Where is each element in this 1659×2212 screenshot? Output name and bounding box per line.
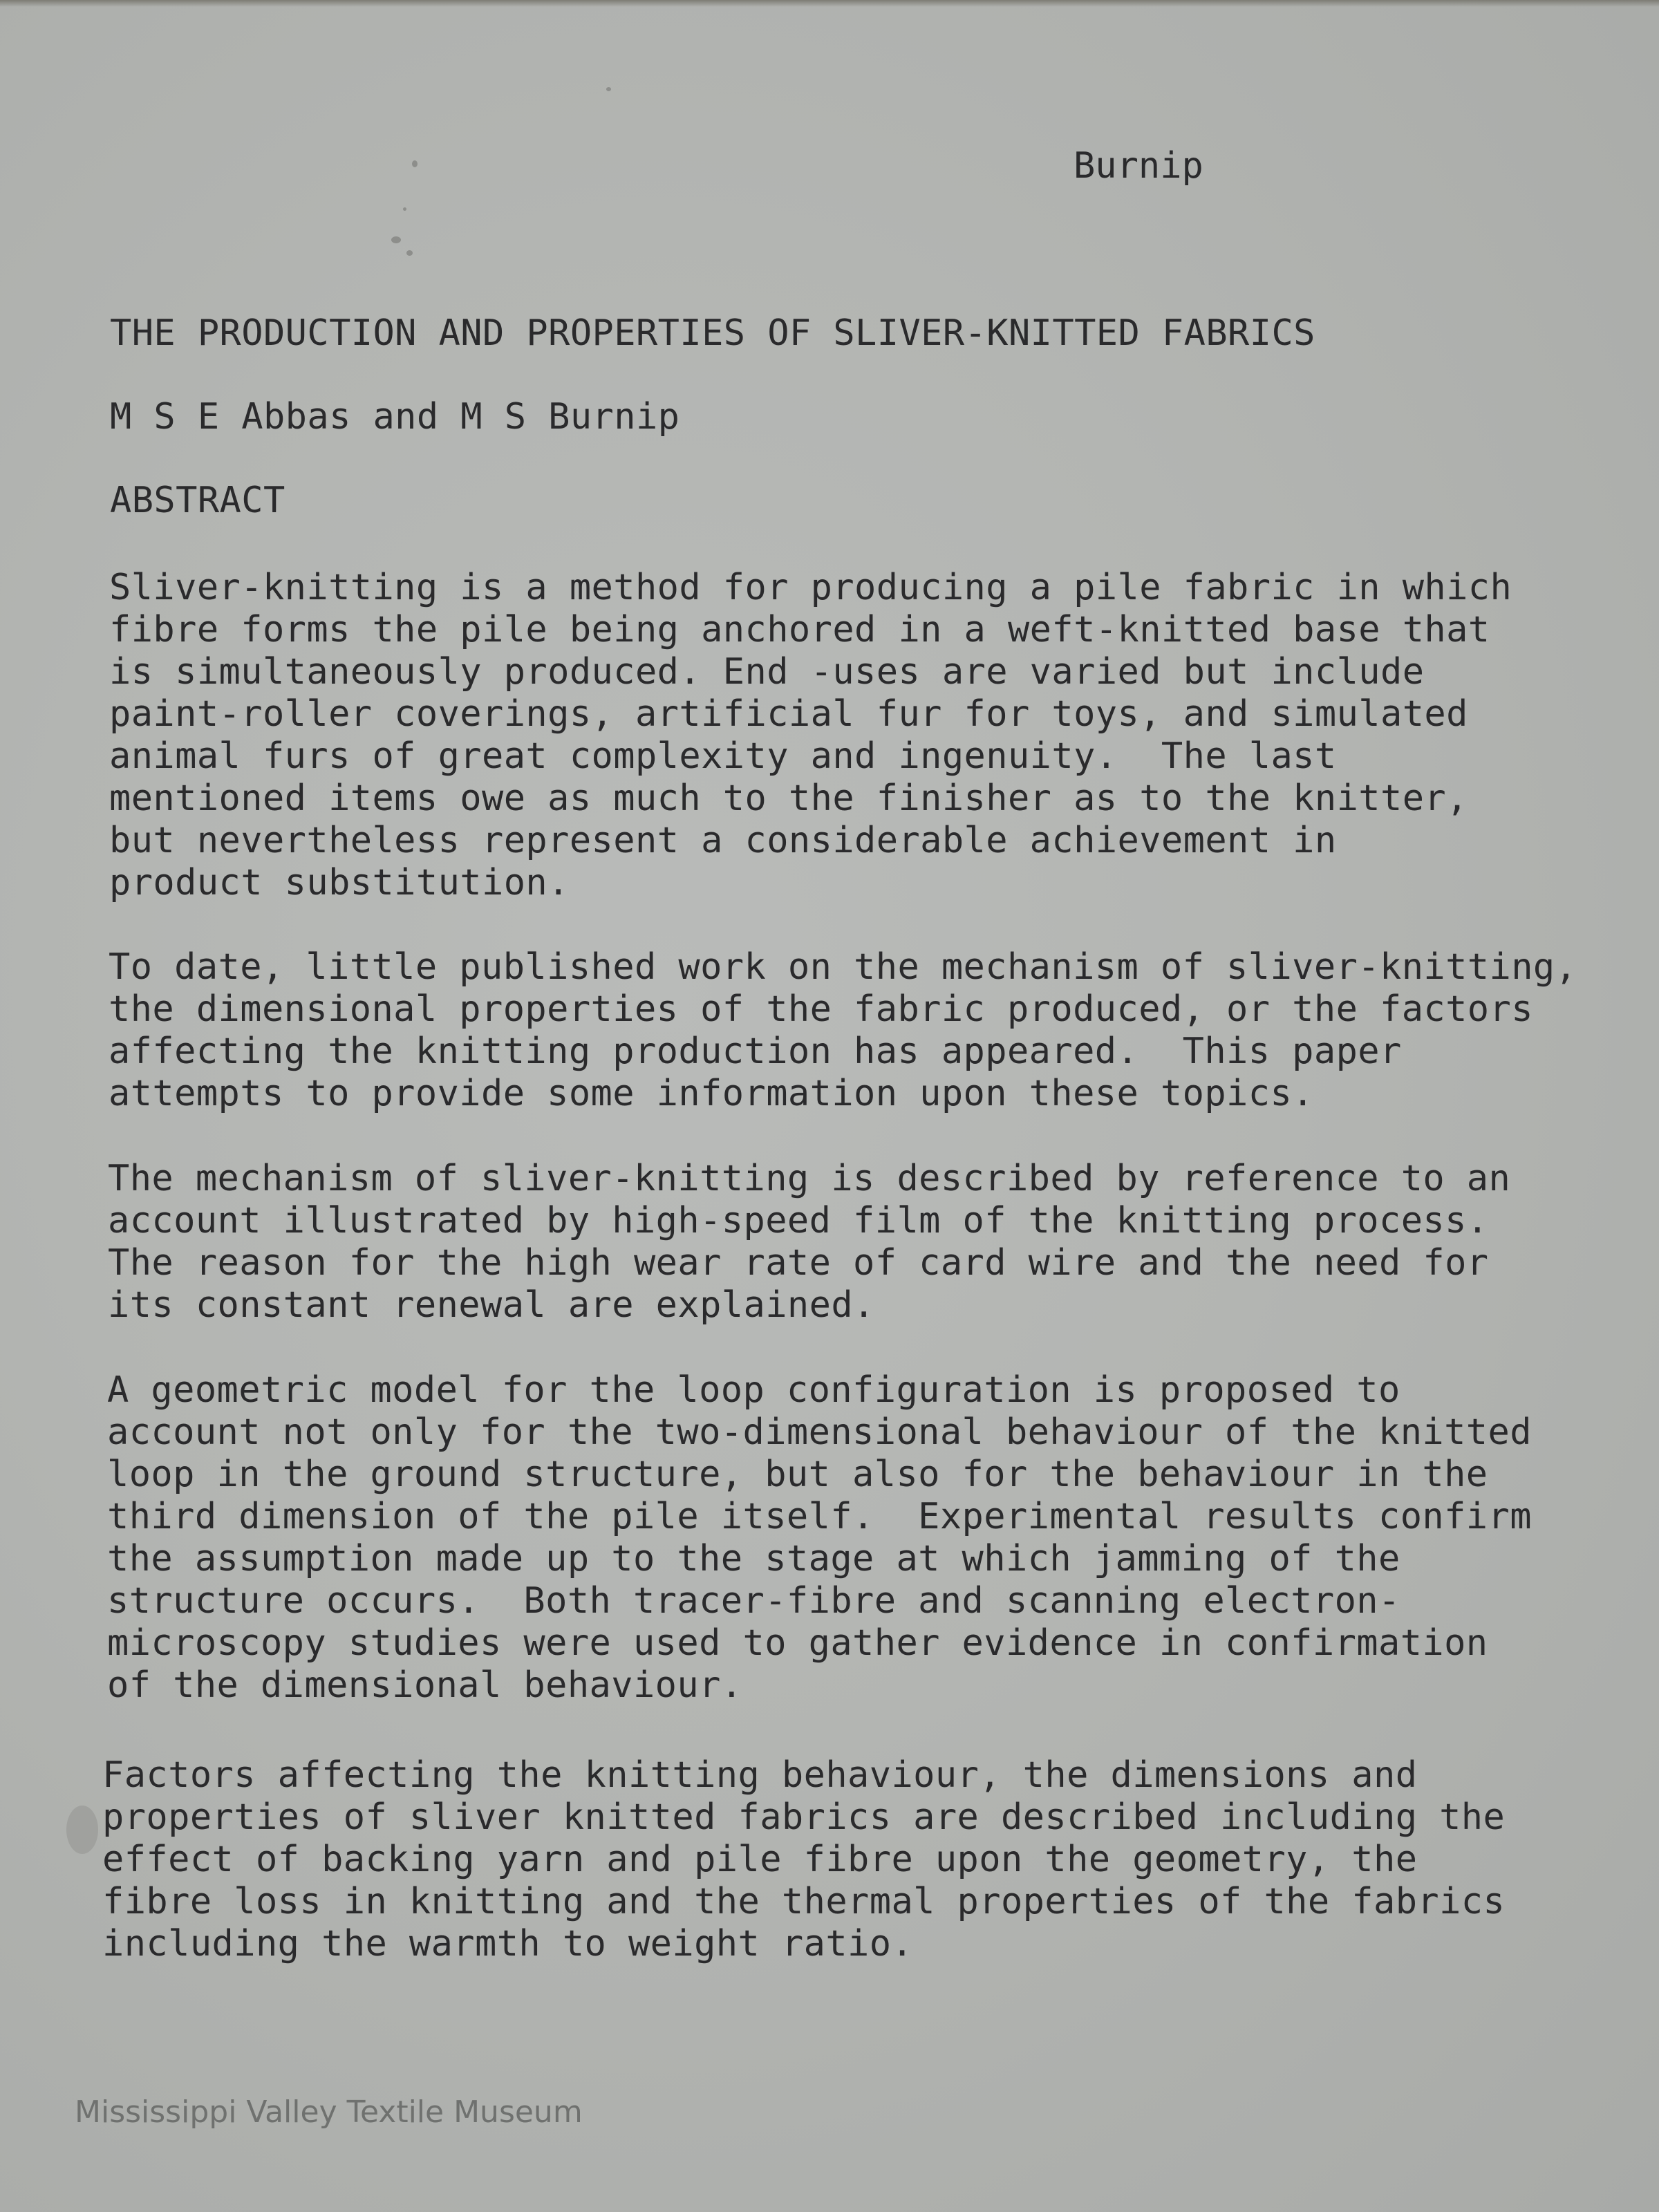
running-head: Burnip [1074,145,1203,187]
paper-speck [403,207,406,211]
text-line: but nevertheless represent a considerable achievement in [109,820,1337,861]
text-line: structure occurs. Both tracer-fibre and scanning electron- [107,1580,1400,1622]
text-line: including the warmth to weight ratio. [102,1923,914,1965]
document-title: THE PRODUCTION AND PROPERTIES OF SLIVER-KNITTED FABRICS [110,312,1315,354]
text-line: A geometric model for the loop configuration is proposed to [107,1369,1400,1411]
paper-speck [406,250,413,256]
text-line: of the dimensional behaviour. [107,1665,743,1706]
text-line: The mechanism of sliver-knitting is described by reference to an [108,1158,1511,1199]
text-line: product substitution. [109,862,570,903]
text-line: third dimension of the pile itself. Experimental results confirm [107,1496,1532,1537]
text-line: attempts to provide some information upon these topics. [109,1073,1314,1114]
paper-speck [66,1806,98,1854]
text-line: the assumption made up to the stage at which jamming of the [107,1538,1400,1580]
abstract-heading: ABSTRACT [110,480,285,521]
text-line: account not only for the two-dimensional behaviour of the knitted [107,1412,1532,1453]
page-top-edge [0,0,1659,7]
authors: M S E Abbas and M S Burnip [110,396,680,438]
text-line: The reason for the high wear rate of card wire and the need for [108,1242,1489,1284]
text-line: account illustrated by high-speed film of the knitting process. [108,1200,1489,1241]
text-line: fibre forms the pile being anchored in a weft-knitted base that [109,609,1490,650]
paper-speck [391,236,401,243]
text-line: properties of sliver knitted fabrics are described including the [102,1797,1506,1838]
paper-speck [606,87,611,91]
text-line: mentioned items owe as much to the finisher as to the knitter, [109,778,1468,819]
text-line: paint-roller coverings, artificial fur for toys, and simulated [109,693,1468,735]
text-line: effect of backing yarn and pile fibre upon the geometry, the [102,1839,1418,1880]
paper-speck [412,160,418,167]
text-line: microscopy studies were used to gather evidence in confirmation [107,1622,1488,1664]
museum-watermark: Mississippi Valley Textile Museum [75,2094,583,2130]
text-line: the dimensional properties of the fabric produced, or the factors [109,988,1533,1030]
text-line: its constant renewal are explained. [108,1284,875,1326]
text-line: is simultaneously produced. End -uses are varied but include [109,651,1425,693]
text-line: animal furs of great complexity and ingenuity. The last [109,735,1337,777]
text-line: Sliver-knitting is a method for producing a pile fabric in which [109,567,1512,608]
text-line: To date, little published work on the mechanism of sliver-knitting, [109,946,1577,988]
text-line: loop in the ground structure, but also for the behaviour in the [107,1454,1488,1495]
text-line: affecting the knitting production has appeared. This paper [109,1031,1402,1072]
text-line: Factors affecting the knitting behaviour, the dimensions and [102,1754,1418,1796]
text-line: fibre loss in knitting and the thermal properties of the fabrics [102,1881,1506,1922]
